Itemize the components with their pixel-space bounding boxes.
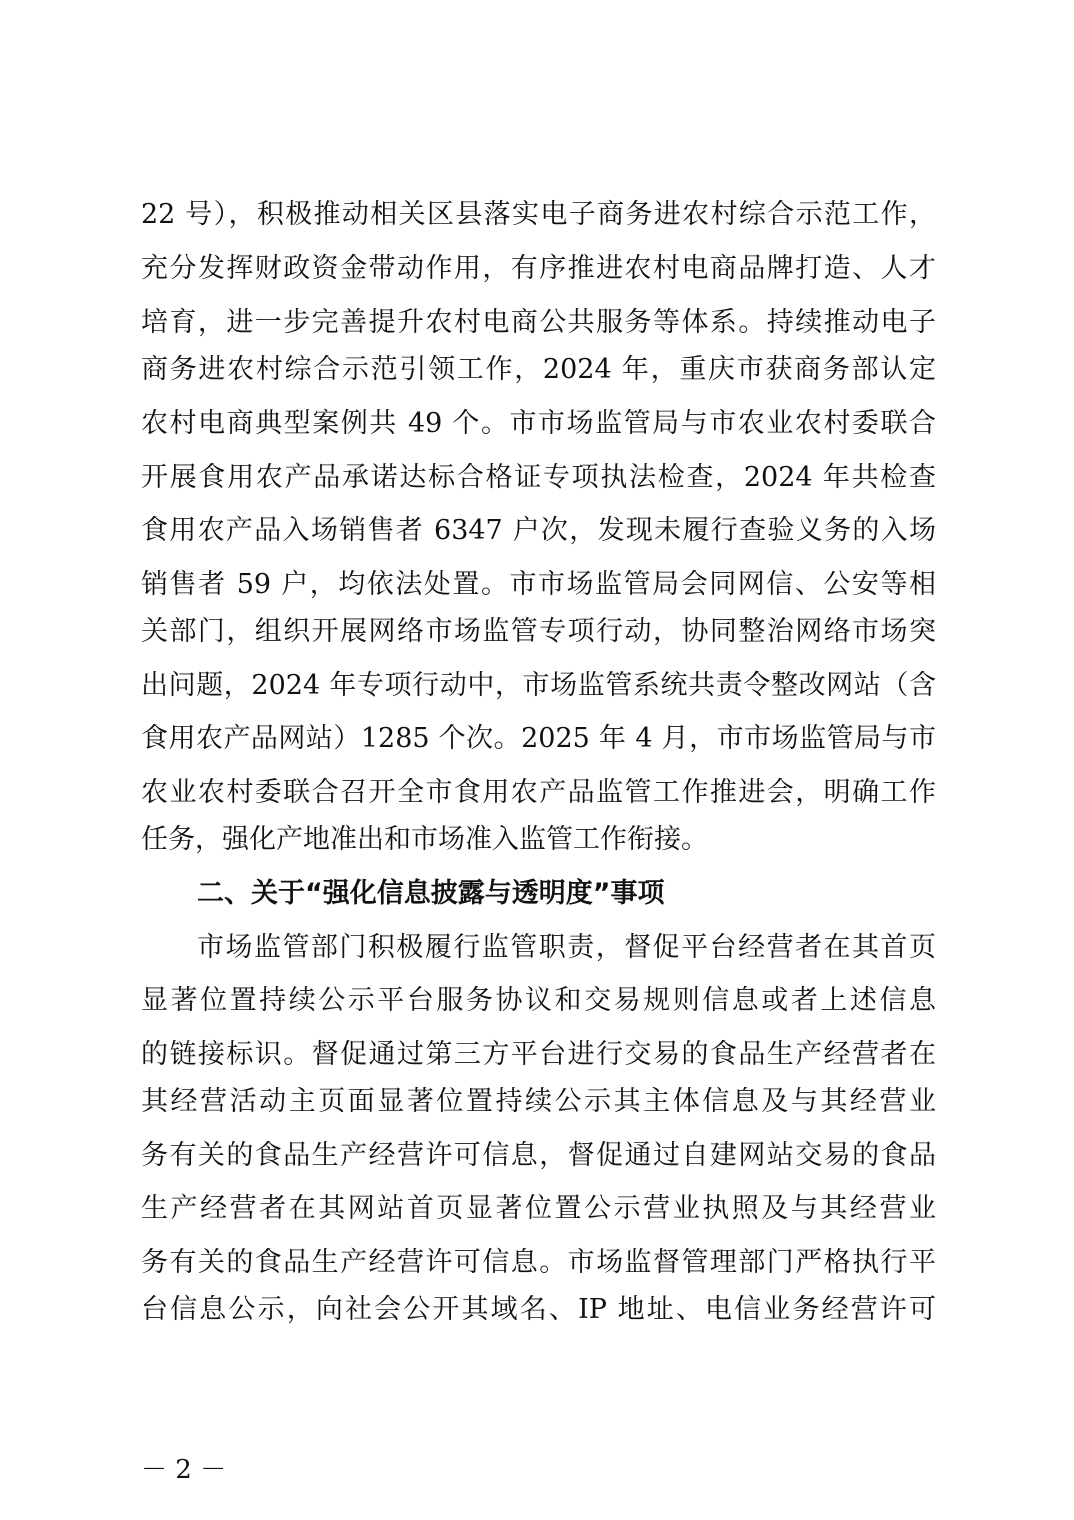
text-line: 开展食用农产品承诺达标合格证专项执法检查，2024 年共检查 xyxy=(141,462,936,493)
text-line: 市场监管部门积极履行监管职责，督促平台经营者在其首页 xyxy=(197,932,936,963)
text-line: 食用农产品网站）1285 个次。2025 年 4 月，市市场监管局与市 xyxy=(141,723,936,754)
text-line: 关部门，组织开展网络市场监管专项行动，协同整治网络市场突 xyxy=(141,616,936,647)
text-line: 培育，进一步完善提升农村电商公共服务等体系。持续推动电子 xyxy=(141,307,936,338)
text-line: 销售者 59 户，均依法处置。市市场监管局会同网信、公安等相 xyxy=(141,569,936,600)
text-line: 显著位置持续公示平台服务协议和交易规则信息或者上述信息 xyxy=(141,985,936,1016)
text-line: 农村电商典型案例共 49 个。市市场监管局与市农业农村委联合 xyxy=(141,408,936,439)
text-line: 食用农产品入场销售者 6347 户次，发现未履行查验义务的入场 xyxy=(141,515,936,546)
text-line: 出问题，2024 年专项行动中，市场监管系统共责令整改网站（含 xyxy=(141,670,936,701)
text-line: 其经营活动主页面显著位置持续公示其主体信息及与其经营业 xyxy=(141,1086,936,1117)
text-line: 务有关的食品生产经营许可信息。市场监督管理部门严格执行平 xyxy=(141,1247,936,1278)
text-line: 任务，强化产地准出和市场准入监管工作衔接。 xyxy=(141,824,708,855)
page-number: － 2 － xyxy=(141,1455,227,1485)
text-line: 充分发挥财政资金带动作用，有序推进农村电商品牌打造、人才 xyxy=(141,253,936,284)
text-line: 务有关的食品生产经营许可信息，督促通过自建网站交易的食品 xyxy=(141,1140,936,1171)
text-line: 商务进农村综合示范引领工作，2024 年，重庆市获商务部认定 xyxy=(141,354,936,385)
text-line: 22 号），积极推动相关区县落实电子商务进农村综合示范工作， xyxy=(141,199,936,230)
section-heading: 二、关于“强化信息披露与透明度”事项 xyxy=(197,878,665,909)
text-line: 农业农村委联合召开全市食用农产品监管工作推进会，明确工作 xyxy=(141,777,936,808)
text-line: 的链接标识。督促通过第三方平台进行交易的食品生产经营者在 xyxy=(141,1039,936,1070)
text-line: 台信息公示，向社会公开其域名、IP 地址、电信业务经营许可 xyxy=(141,1294,936,1325)
text-line: 生产经营者在其网站首页显著位置公示营业执照及与其经营业 xyxy=(141,1193,936,1224)
